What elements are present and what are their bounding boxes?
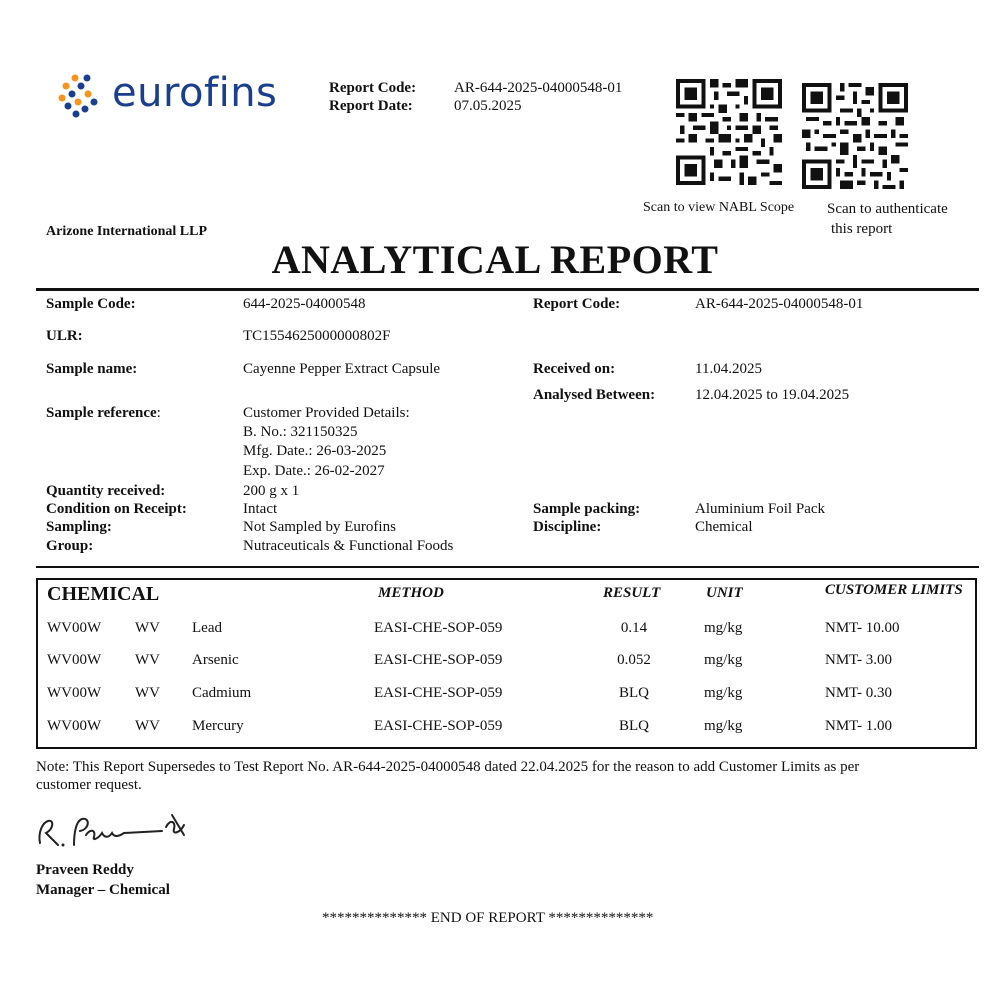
condition-value: Intact bbox=[243, 501, 278, 517]
received-label: Received on: bbox=[533, 361, 616, 377]
qr2-caption-line2: this report bbox=[831, 221, 893, 237]
company-name: Arizone International LLP bbox=[46, 224, 207, 239]
sampling-label: Sampling: bbox=[46, 519, 112, 535]
cell-code: WV00W bbox=[47, 685, 102, 701]
ulr-value: TC1554625000000802F bbox=[243, 328, 391, 344]
cell-code: WV00W bbox=[47, 718, 102, 734]
column-header-unit: UNIT bbox=[706, 585, 743, 601]
sample-reference-line: Customer Provided Details: bbox=[243, 405, 410, 421]
page-title: ANALYTICAL REPORT bbox=[271, 237, 719, 282]
cell-result: 0.14 bbox=[620, 620, 648, 636]
discipline-value: Chemical bbox=[695, 519, 753, 535]
qr2-caption-line1: Scan to authenticate bbox=[827, 201, 948, 217]
cell-unit: mg/kg bbox=[704, 652, 743, 668]
quantity-value: 200 g x 1 bbox=[243, 483, 300, 499]
sample-reference-line: Mfg. Date.: 26-03-2025 bbox=[243, 443, 387, 459]
qr1-caption: Scan to view NABL Scope bbox=[643, 200, 795, 215]
cell-result: BLQ bbox=[619, 718, 649, 734]
handwritten-signature bbox=[34, 805, 204, 855]
sample-reference-line: Exp. Date.: 26-02-2027 bbox=[243, 463, 385, 479]
cell-analyte: Mercury bbox=[192, 718, 244, 734]
nabl-qr-code-icon[interactable] bbox=[676, 78, 782, 186]
ulr-label: ULR: bbox=[46, 328, 83, 344]
cell-unit: mg/kg bbox=[704, 718, 743, 734]
cell-limit: NMT- 10.00 bbox=[825, 620, 900, 636]
sample-name-value: Cayenne Pepper Extract Capsule bbox=[243, 361, 441, 377]
title-divider bbox=[36, 288, 979, 291]
cell-limit: NMT- 1.00 bbox=[825, 718, 892, 734]
column-header-method: METHOD bbox=[378, 585, 444, 601]
quantity-label: Quantity received: bbox=[46, 483, 166, 499]
cell-method: EASI-CHE-SOP-059 bbox=[374, 718, 503, 734]
cell-type: WV bbox=[135, 718, 160, 734]
cell-unit: mg/kg bbox=[704, 620, 743, 636]
cell-code: WV00W bbox=[47, 652, 102, 668]
packing-value: Aluminium Foil Pack bbox=[695, 501, 826, 517]
header-report-date-label: Report Date: bbox=[329, 98, 413, 114]
cell-method: EASI-CHE-SOP-059 bbox=[374, 620, 503, 636]
cell-analyte: Cadmium bbox=[192, 685, 252, 701]
packing-label: Sample packing: bbox=[533, 501, 641, 517]
cell-analyte: Arsenic bbox=[192, 652, 239, 668]
discipline-label: Discipline: bbox=[533, 519, 602, 535]
sampling-value: Not Sampled by Eurofins bbox=[243, 519, 396, 535]
condition-label: Condition on Receipt: bbox=[46, 501, 187, 517]
note-line-1: Note: This Report Supersedes to Test Report No. AR-644-2025-04000548 dated 22.04.2025 for the reason to add Customer Limits as per bbox=[36, 759, 860, 775]
brand-name: eurofins bbox=[112, 70, 278, 116]
sample-name-label: Sample name: bbox=[46, 361, 138, 377]
cell-unit: mg/kg bbox=[704, 685, 743, 701]
group-value: Nutraceuticals & Functional Foods bbox=[243, 538, 454, 554]
header-report-date-value: 07.05.2025 bbox=[454, 98, 522, 114]
cell-method: EASI-CHE-SOP-059 bbox=[374, 652, 503, 668]
cell-limit: NMT- 3.00 bbox=[825, 652, 892, 668]
cell-result: BLQ bbox=[619, 685, 649, 701]
sample-reference-label-text: Sample reference bbox=[46, 405, 157, 421]
details-divider bbox=[36, 566, 979, 568]
sample-code-label: Sample Code: bbox=[46, 296, 136, 312]
received-value: 11.04.2025 bbox=[695, 361, 762, 377]
cell-analyte: Lead bbox=[192, 620, 222, 636]
sample-code-value: 644-2025-04000548 bbox=[243, 296, 366, 312]
column-header-customer-limits: CUSTOMER LIMITS bbox=[825, 582, 963, 598]
header-report-code-label: Report Code: bbox=[329, 80, 417, 96]
cell-type: WV bbox=[135, 652, 160, 668]
group-label: Group: bbox=[46, 538, 94, 554]
analysed-value: 12.04.2025 to 19.04.2025 bbox=[695, 387, 850, 403]
cell-type: WV bbox=[135, 685, 160, 701]
report-code-value: AR-644-2025-04000548-01 bbox=[695, 296, 864, 312]
column-header-result: RESULT bbox=[603, 585, 661, 601]
header-report-code-value: AR-644-2025-04000548-01 bbox=[454, 80, 623, 96]
signatory-title: Manager – Chemical bbox=[36, 882, 170, 898]
signatory-name: Praveen Reddy bbox=[36, 862, 134, 878]
cell-method: EASI-CHE-SOP-059 bbox=[374, 685, 503, 701]
note-line-2: customer request. bbox=[36, 777, 142, 793]
authenticate-qr-code-icon[interactable] bbox=[802, 82, 908, 190]
cell-limit: NMT- 0.30 bbox=[825, 685, 892, 701]
section-title-chemical: CHEMICAL bbox=[47, 583, 160, 605]
report-code-label: Report Code: bbox=[533, 296, 621, 312]
cell-code: WV00W bbox=[47, 620, 102, 636]
sample-reference-colon: : bbox=[156, 405, 161, 421]
end-of-report: ************** END OF REPORT ************** bbox=[322, 910, 654, 926]
sample-reference-label bbox=[46, 405, 161, 422]
analysed-label: Analysed Between: bbox=[533, 387, 656, 403]
cell-type: WV bbox=[135, 620, 160, 636]
cell-result: 0.052 bbox=[617, 652, 651, 668]
sample-reference-line: B. No.: 321150325 bbox=[243, 424, 358, 440]
